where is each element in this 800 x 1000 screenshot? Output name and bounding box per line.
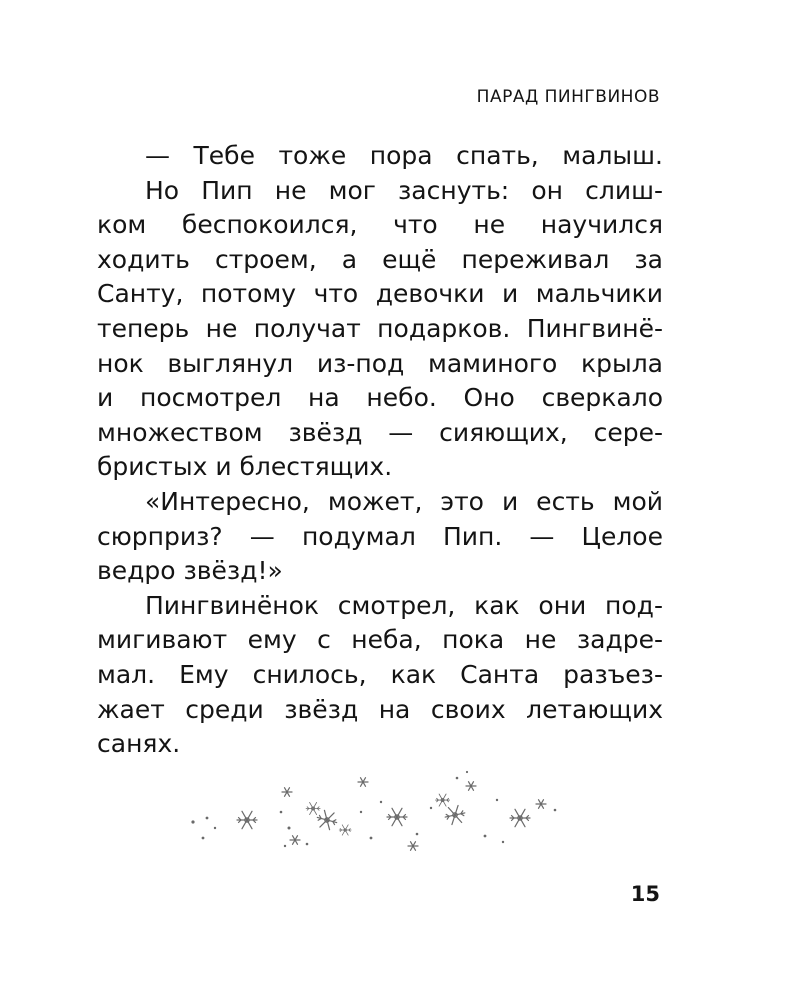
running-header: ПАРАД ПИНГВИНОВ xyxy=(476,87,660,107)
text-line: жает среди звёзд на своих летающих xyxy=(97,694,663,724)
text-line: бристых и блестящих. xyxy=(97,452,393,482)
body-text xyxy=(97,139,663,762)
page-number: 15 xyxy=(630,882,660,906)
text-line: нок выглянул из-под маминого крыла xyxy=(97,348,663,378)
text-line: мигивают ему с неба, пока не задре- xyxy=(97,625,663,655)
text-line: Пингвинёнок смотрел, как они под- xyxy=(145,590,663,620)
text-line: ведро звёзд!» xyxy=(97,556,283,586)
text-line: множеством звёзд — сияющих, сере- xyxy=(97,417,663,447)
snowflakes-ornament-icon xyxy=(185,770,565,855)
text-line: ходить строем, а ещё переживал за xyxy=(97,244,663,274)
text-line: Санту, потому что девочки и мальчики xyxy=(97,279,663,309)
text-line: теперь не получат подарков. Пингвинё- xyxy=(97,313,663,343)
text-line: сюрприз? — подумал Пип. — Целое xyxy=(97,521,663,551)
text-line: Но Пип не мог заснуть: он слиш- xyxy=(145,175,663,205)
text-line: — Тебе тоже пора спать, малыш. xyxy=(145,141,663,170)
text-line: и посмотрел на небо. Оно сверкало xyxy=(97,383,663,413)
text-line: ком беспокоился, что не научился xyxy=(97,210,663,240)
text-line: «Интересно, может, это и есть мой xyxy=(145,486,663,516)
text-line: санях. xyxy=(97,729,181,759)
text-line: мал. Ему снилось, как Санта разъез- xyxy=(97,659,663,689)
